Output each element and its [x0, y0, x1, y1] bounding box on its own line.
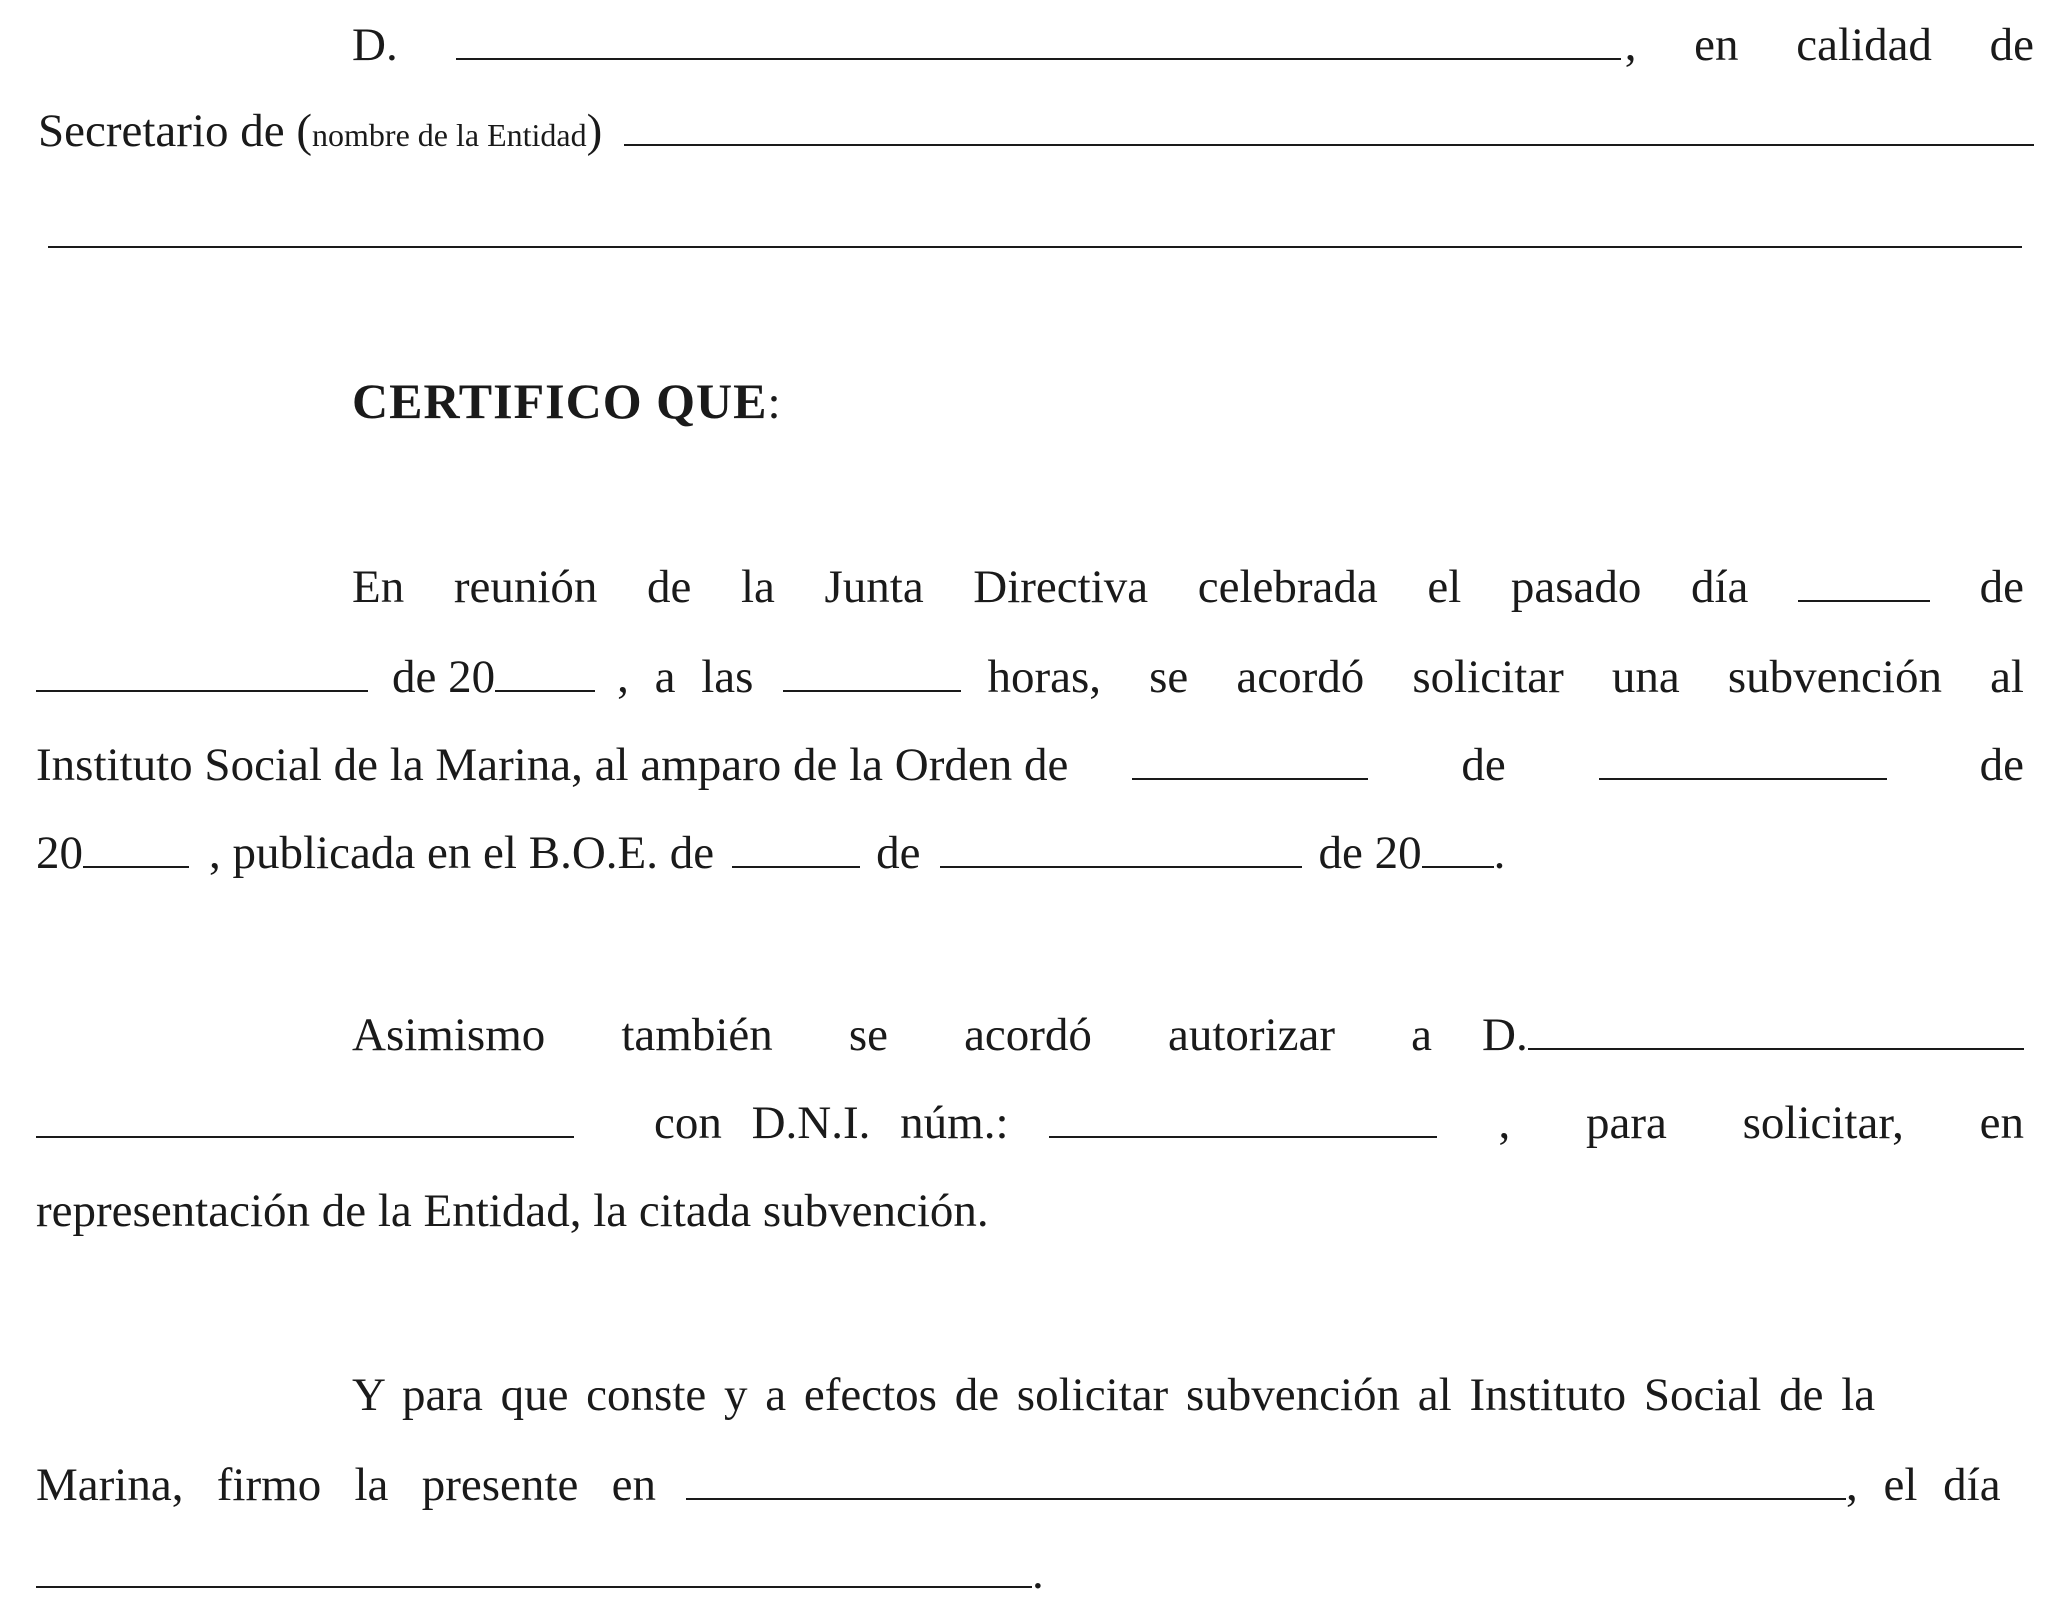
para1-l2-w1: se — [1149, 651, 1189, 703]
comma: , — [1624, 19, 1637, 71]
representative-name-blank-2[interactable] — [36, 1135, 574, 1138]
para1-l2-alas: , a las — [617, 651, 754, 703]
entity-blank-continued[interactable] — [48, 246, 2022, 248]
para1-l3-de1: de — [1461, 739, 1506, 791]
para3-line-3 — [36, 1546, 1044, 1606]
word-de: de — [1989, 19, 2035, 71]
para1-l4-de: de — [876, 827, 921, 879]
name-blank[interactable] — [456, 57, 1621, 60]
boe-day-blank[interactable] — [732, 865, 860, 868]
para1-line-4 — [36, 826, 1505, 886]
para2-l1-w5: a — [1411, 1009, 1432, 1061]
para1-l3-text: Instituto Social de la Marina, al amparo de la Orden de — [36, 739, 1069, 791]
para1-l1-w4: Junta — [824, 561, 924, 613]
para1-l2-w2: acordó — [1236, 651, 1365, 703]
para1-l3-de2: de — [1979, 739, 2025, 791]
para2-line-1 — [352, 1008, 2024, 1068]
para1-l1-de: de — [1979, 561, 2024, 613]
day-blank[interactable] — [1798, 599, 1930, 602]
para2-l1-w0: Asimismo — [352, 1009, 546, 1061]
para1-l1-w8: pasado — [1510, 561, 1642, 613]
close-paren: ) — [586, 105, 603, 157]
certifico-heading — [352, 372, 781, 432]
para2-l1-w2: se — [848, 1009, 888, 1061]
boe-year-blank[interactable] — [1422, 865, 1494, 868]
para3-l2-end: , el día — [1846, 1459, 2001, 1511]
para3-l3-period: . — [1032, 1547, 1044, 1599]
para3-l2-w4: en — [611, 1459, 656, 1511]
para2-l2-en: en — [1979, 1097, 2024, 1149]
para1-l1-w3: la — [740, 561, 775, 613]
para1-l2-de20: de 20 — [392, 651, 496, 703]
para3-l2-w2: la — [354, 1459, 389, 1511]
representative-name-blank[interactable] — [1528, 1047, 2024, 1050]
para2-l1-w4: autorizar — [1168, 1009, 1336, 1061]
para2-l2-comma: , — [1498, 1097, 1511, 1149]
para1-l2-w4: una — [1611, 651, 1680, 703]
header-line-2 — [38, 104, 2034, 164]
month-blank[interactable] — [36, 689, 368, 692]
para2-l1-d: D. — [1482, 1009, 1528, 1061]
year-blank[interactable] — [495, 689, 595, 692]
para3-line-1 — [352, 1368, 2024, 1428]
para1-l4-period: . — [1493, 827, 1506, 879]
para2-line-3 — [36, 1184, 989, 1244]
para1-l1-w2: de — [646, 561, 692, 613]
orden-month-blank[interactable] — [1599, 777, 1887, 780]
para1-l1-w7: el — [1427, 561, 1462, 613]
para1-line-1 — [352, 560, 2024, 620]
para1-l4-de20: de 20 — [1318, 827, 1422, 879]
word-en: en — [1694, 19, 1739, 71]
word-calidad: calidad — [1796, 19, 1932, 71]
secretario-label: Secretario de ( — [38, 105, 313, 157]
date-blank[interactable] — [36, 1585, 1032, 1588]
para1-l2-w0: horas, — [987, 651, 1102, 703]
dni-blank[interactable] — [1049, 1135, 1437, 1138]
para1-line-2 — [36, 650, 2024, 710]
para2-l2-con: con D.N.I. núm.: — [654, 1097, 1009, 1149]
certifico-colon: : — [767, 377, 781, 429]
para3-l2-w1: firmo — [216, 1459, 322, 1511]
para1-l2-w3: solicitar — [1412, 651, 1564, 703]
para2-line-2 — [36, 1096, 2024, 1156]
para1-l4-pub: , publicada en el B.O.E. de — [209, 827, 715, 879]
para3-line-2 — [36, 1458, 2024, 1518]
d-label: D. — [352, 19, 398, 71]
para2-l3-text: representación de la Entidad, la citada subvención. — [36, 1185, 989, 1237]
para2-l2-para: para — [1586, 1097, 1667, 1149]
para1-l1-w5: Directiva — [973, 561, 1149, 613]
para3-l2-w3: presente — [421, 1459, 579, 1511]
certifico-title: CERTIFICO QUE — [352, 373, 768, 429]
para3-l2-w0: Marina, — [36, 1459, 184, 1511]
hour-blank[interactable] — [783, 689, 961, 692]
para1-l1-w0: En — [352, 561, 405, 613]
para1-l1-w6: celebrada — [1197, 561, 1378, 613]
header-line-1 — [352, 18, 2034, 78]
place-blank[interactable] — [686, 1497, 1846, 1500]
para1-l2-w6: al — [1990, 651, 2024, 703]
orden-year-blank[interactable] — [83, 865, 189, 868]
entity-blank[interactable] — [624, 143, 2034, 146]
boe-month-blank[interactable] — [940, 865, 1302, 868]
para1-line-3 — [36, 738, 2024, 798]
para3-l1-text: Y para que conste y a efectos de solicitar subvención al Instituto Social de la — [352, 1369, 1876, 1421]
para2-l2-solicitar: solicitar, — [1742, 1097, 1904, 1149]
entity-name-hint: nombre de la Entidad — [312, 117, 587, 153]
para1-l1-w1: reunión — [453, 561, 598, 613]
para1-l1-w9: día — [1690, 561, 1749, 613]
orden-day-blank[interactable] — [1132, 777, 1368, 780]
para1-l2-w5: subvención — [1727, 651, 1942, 703]
para2-l1-w3: acordó — [964, 1009, 1092, 1061]
para2-l1-w1: también — [621, 1009, 773, 1061]
para1-l4-20: 20 — [36, 827, 83, 879]
